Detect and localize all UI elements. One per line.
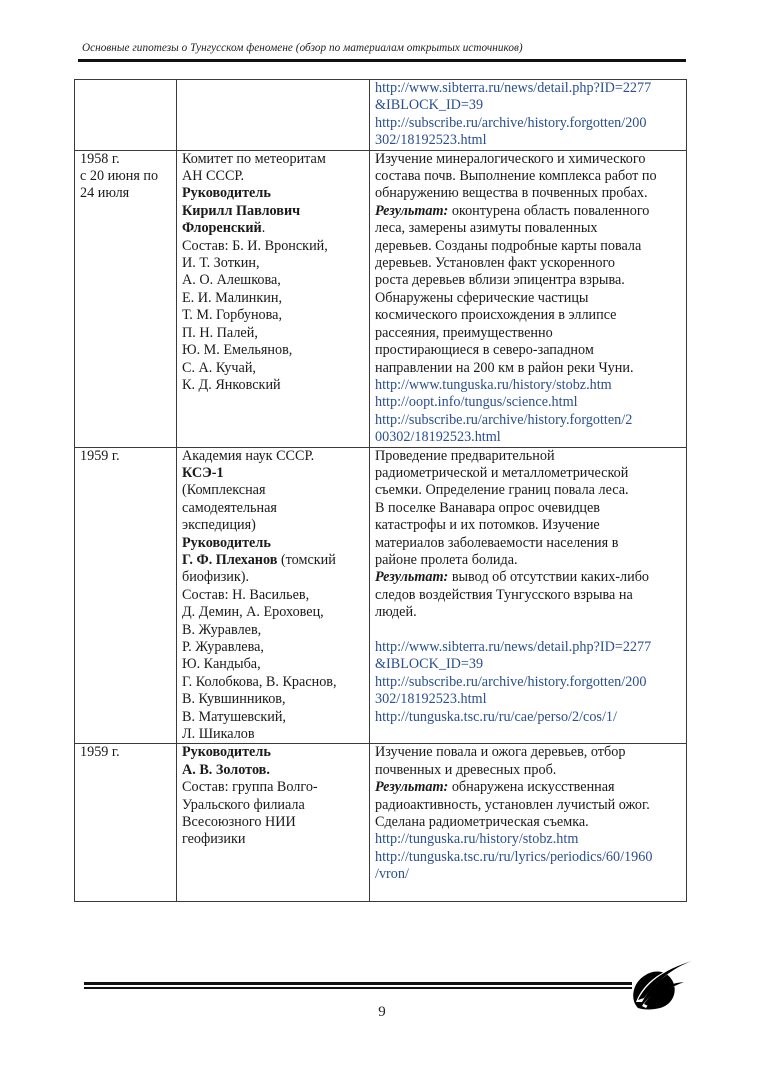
quill-leaf-logo-icon: [628, 958, 694, 1010]
description-text: следов воздействия Тунгусского взрыва на: [375, 586, 633, 603]
description-text: материалов заболеваемости населения в: [375, 534, 619, 551]
date-text: с 20 июня по: [80, 168, 159, 185]
member-line: Всесоюзного НИИ: [182, 814, 296, 831]
member-line: В. Журавлев,: [182, 621, 262, 638]
description-cell: [370, 80, 687, 151]
member-line: В. Кувшинников,: [182, 691, 286, 708]
description-text: районе пролета болида.: [375, 551, 518, 568]
member-line: Состав: Б. И. Вронский,: [182, 237, 328, 254]
date-text: 1959 г.: [80, 744, 120, 761]
leader-name: А. В. Золотов.: [182, 761, 270, 778]
table-row: [75, 80, 687, 151]
description-text: космического происхождения в эллипсе: [375, 307, 617, 324]
source-link[interactable]: http://tunguska.ru/history/stobz.htm: [375, 831, 579, 848]
description-text: катастрофы и их потомков. Изучение: [375, 517, 600, 534]
organization-cell: [177, 150, 370, 447]
member-line: Д. Демин, А. Ероховец,: [182, 604, 324, 621]
blank-line: [375, 726, 682, 743]
member-line: Г. Колобкова, В. Краснов,: [182, 673, 337, 690]
source-link[interactable]: http://subscribe.ru/archive/history.forgotten/2: [375, 411, 633, 428]
description-text: Обнаружены сферические частицы: [375, 289, 589, 306]
source-link[interactable]: http://subscribe.ru/archive/history.forgotten/200: [375, 673, 647, 690]
leader-label: Руководитель: [182, 185, 271, 202]
source-link[interactable]: 302/18192523.html: [375, 691, 487, 708]
description-cell: [370, 447, 687, 744]
leader-note: (томский: [277, 551, 336, 568]
description-text: Сделана радиометрическая съемка.: [375, 814, 589, 831]
member-line: В. Матушевский,: [182, 708, 286, 725]
expedition-description: (Комплексная: [182, 482, 266, 499]
blank-line: [375, 884, 682, 901]
member-line: Состав: Н. Васильев,: [182, 586, 310, 603]
expedition-description: экспедиция): [182, 517, 256, 534]
source-link[interactable]: 302/18192523.html: [375, 132, 487, 149]
expedition-code: КСЭ-1: [182, 464, 224, 481]
result-text: оконтурена область поваленного: [448, 202, 650, 219]
date-cell: [75, 150, 177, 447]
source-link[interactable]: &IBLOCK_ID=39: [375, 97, 484, 114]
footer-rule: [84, 987, 632, 989]
source-link[interactable]: http://www.sibterra.ru/news/detail.php?ID=2277: [375, 638, 652, 655]
description-text: съемки. Определение границ повала леса.: [375, 482, 629, 499]
leader-name: Кирилл Павлович: [182, 202, 301, 219]
source-link[interactable]: http://tunguska.tsc.ru/ru/lyrics/periodics/60/1960: [375, 848, 653, 865]
footer-rule: [84, 982, 632, 985]
result-label: Результат:: [375, 779, 449, 796]
source-link[interactable]: 00302/18192523.html: [375, 429, 501, 446]
description-text: роста деревьев вблизи эпицентра взрыва.: [375, 272, 625, 289]
leader-label: Руководитель: [182, 534, 271, 551]
member-line: С. А. Кучай,: [182, 359, 256, 376]
leader-name: Флоренский: [182, 220, 262, 237]
organization-name: АН СССР.: [182, 168, 245, 185]
member-line: Ю. М. Емельянов,: [182, 342, 293, 359]
organization-cell: [177, 447, 370, 744]
organization-cell: [177, 744, 370, 902]
member-line: Состав: группа Волго-: [182, 779, 318, 796]
description-text: радиометрической и металлометрической: [375, 464, 629, 481]
source-link[interactable]: http://www.sibterra.ru/news/detail.php?ID=2277: [375, 80, 652, 96]
description-text: Проведение предварительной: [375, 447, 555, 464]
description-text: Изучение минералогического и химического: [375, 150, 646, 167]
description-text: простирающиеся в северо-западном: [375, 342, 594, 359]
description-text: леса, замерены азимуты поваленных: [375, 220, 598, 237]
blank-line: [375, 622, 682, 639]
date-text: 1959 г.: [80, 447, 120, 464]
member-line: Т. М. Горбунова,: [182, 307, 283, 324]
organization-cell: [177, 80, 370, 151]
date-cell: [75, 447, 177, 744]
description-text: Изучение повала и ожога деревьев, отбор: [375, 744, 626, 761]
description-cell: [370, 150, 687, 447]
member-line: Ю. Кандыба,: [182, 656, 261, 673]
organization-name: Комитет по метеоритам: [182, 150, 326, 167]
member-line: геофизики: [182, 831, 246, 848]
description-text: деревьев. Созданы подробные карты повала: [375, 237, 642, 254]
table-row: [75, 744, 687, 902]
member-line: Е. И. Малинкин,: [182, 289, 283, 306]
member-line: П. Н. Палей,: [182, 324, 258, 341]
description-text: состава почв. Выполнение комплекса работ по: [375, 168, 657, 185]
leader-name: Г. Ф. Плеханов: [182, 551, 278, 568]
header-rule: [78, 59, 686, 62]
source-link[interactable]: http://www.tunguska.ru/history/stobz.htm: [375, 376, 612, 393]
result-text: обнаружена искусственная: [448, 779, 615, 796]
date-cell: [75, 744, 177, 902]
member-line: А. О. Алешкова,: [182, 272, 281, 289]
page-number: 9: [378, 1004, 386, 1020]
description-text: людей.: [375, 604, 417, 621]
running-header: Основные гипотезы о Тунгусском феномене (обзор по материалам открытых источников): [82, 42, 523, 54]
source-link[interactable]: &IBLOCK_ID=39: [375, 656, 484, 673]
source-link[interactable]: http://oopt.info/tungus/science.html: [375, 394, 578, 411]
expeditions-table: [74, 79, 687, 902]
table-row: [75, 447, 687, 744]
member-line: К. Д. Янковский: [182, 376, 281, 393]
description-text: обнаружению вещества в почвенных пробах.: [375, 185, 648, 202]
date-text: 24 июля: [80, 185, 130, 202]
description-text: почвенных и древесных проб.: [375, 761, 557, 778]
leader-note: биофизик).: [182, 569, 250, 586]
date-cell: [75, 80, 177, 151]
description-text: рассеяния, преимущественно: [375, 324, 553, 341]
result-label: Результат:: [375, 569, 449, 586]
member-line: Р. Журавлева,: [182, 639, 264, 655]
punctuation: .: [261, 220, 266, 237]
table-row: [75, 150, 687, 447]
description-text: направлении на 200 км в район реки Чуни.: [375, 359, 634, 376]
member-line: И. Т. Зоткин,: [182, 255, 260, 272]
description-text: радиоактивность, установлен лучистый ожог.: [375, 796, 650, 813]
organization-name: Академия наук СССР.: [182, 447, 315, 464]
member-line: Л. Шикалов: [182, 726, 255, 743]
leader-label: Руководитель: [182, 744, 271, 761]
date-text: 1958 г.: [80, 150, 120, 167]
expedition-description: самодеятельная: [182, 499, 277, 516]
source-link[interactable]: http://tunguska.tsc.ru/ru/cae/perso/2/cos/1/: [375, 708, 617, 725]
source-link[interactable]: http://subscribe.ru/archive/history.forgotten/200: [375, 114, 647, 131]
result-text: вывод об отсутствии каких-либо: [448, 569, 650, 586]
description-text: деревьев. Установлен факт ускоренного: [375, 255, 616, 272]
description-cell: [370, 744, 687, 902]
source-link[interactable]: /vron/: [375, 866, 409, 883]
description-text: В поселке Ванавара опрос очевидцев: [375, 499, 601, 516]
member-line: Уральского филиала: [182, 796, 305, 813]
result-label: Результат:: [375, 202, 449, 219]
